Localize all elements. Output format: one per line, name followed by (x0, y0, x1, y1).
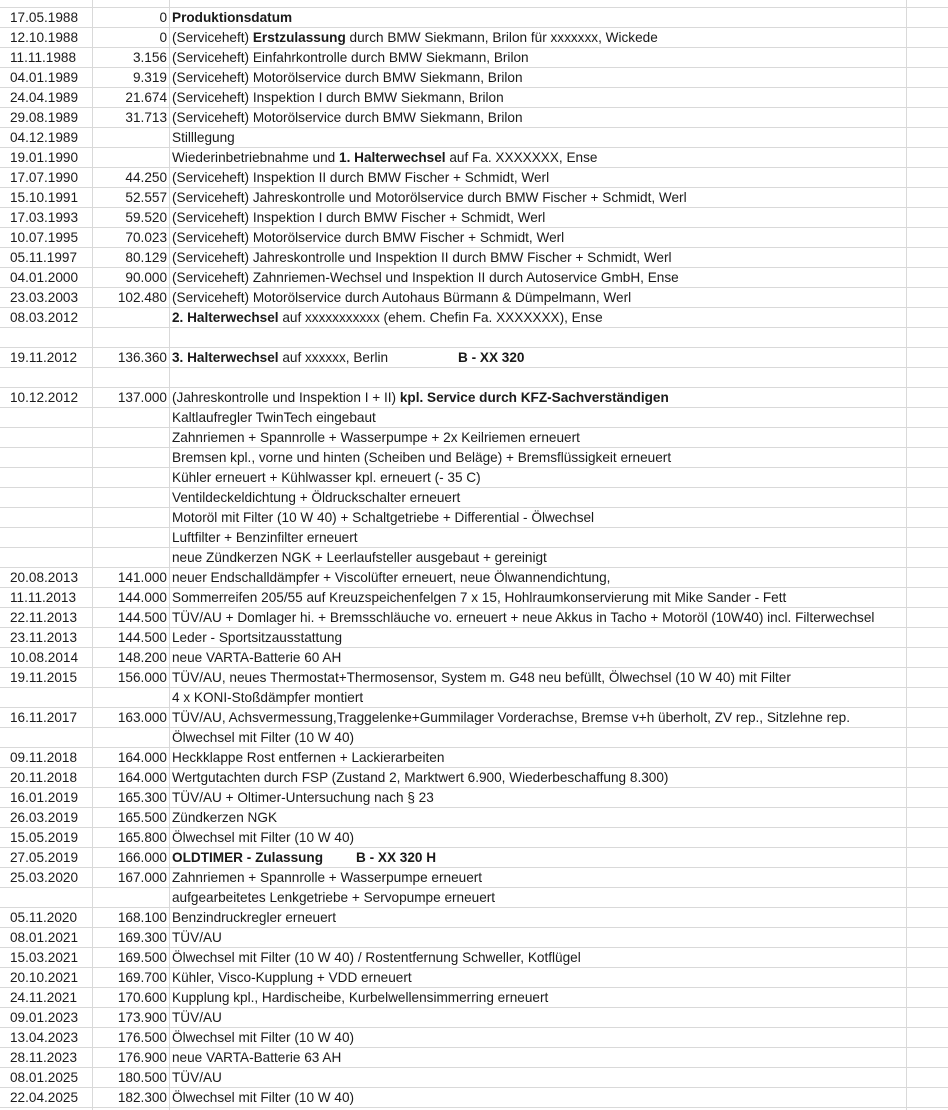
table-row (0, 668, 948, 688)
table-row (0, 168, 948, 188)
description-cell[interactable] (172, 268, 679, 287)
text: Luftfilter + Benzinfilter erneuert (172, 530, 358, 545)
mileage-cell[interactable] (93, 128, 169, 147)
date-cell[interactable]: 22.11.2013 (10, 610, 78, 625)
mileage-cell[interactable]: 144.500 (117, 630, 167, 645)
date-cell[interactable]: 26.03.2019 (10, 810, 79, 825)
bold-text: OLDTIMER - Zulassung (172, 850, 324, 865)
table-row (0, 48, 948, 68)
table-row (0, 1008, 948, 1028)
text: auf xxxxxx, Berlin (278, 350, 389, 365)
text: Kühler erneuert + Kühlwasser kpl. erneuert (- 35 C) (172, 470, 481, 485)
description-cell[interactable] (172, 148, 597, 167)
description-cell[interactable] (172, 228, 564, 247)
mileage-cell[interactable]: 144.000 (117, 590, 167, 605)
description-cell[interactable] (172, 628, 342, 647)
table-row (0, 1068, 948, 1088)
table-row (0, 588, 948, 608)
description-cell[interactable] (172, 168, 549, 187)
description-cell[interactable] (172, 1088, 354, 1107)
table-row (0, 288, 948, 308)
text: (Serviceheft) Motorölservice durch BMW Siekmann, Brilon (172, 110, 523, 125)
text: 4 x KONI-Stoßdämpfer montiert (172, 690, 364, 705)
text: Kupplung kpl., Hardischeibe, Kurbelwellensimmerring erneuert (172, 990, 549, 1005)
table-row (0, 248, 948, 268)
mileage-cell[interactable] (93, 888, 169, 907)
mileage-cell[interactable] (93, 508, 169, 527)
table-row (0, 108, 948, 128)
description-cell[interactable] (172, 288, 631, 307)
date-cell[interactable]: 10.12.2012 (10, 390, 79, 405)
description-cell[interactable] (172, 448, 671, 467)
mileage-cell[interactable]: 0 (159, 30, 167, 45)
table-row (0, 1088, 948, 1108)
date-cell[interactable] (0, 428, 92, 447)
mileage-cell[interactable]: 44.250 (125, 170, 167, 185)
description-cell[interactable] (172, 188, 687, 207)
text: (Jahreskontrolle und Inspektion I + II) (172, 390, 400, 405)
mileage-cell[interactable] (93, 468, 169, 487)
text: neuer Endschalldämpfer + Viscolüfter erneuert, neue Ölwannendichtung, (172, 570, 611, 585)
date-cell[interactable] (0, 888, 92, 907)
bold-text: Produktionsdatum (172, 10, 293, 25)
text: (Serviceheft) Jahreskontrolle und Inspektion II durch BMW Fischer + Schmidt, Werl (172, 250, 672, 265)
date-cell[interactable] (0, 468, 92, 487)
license-plate: B - XX 320 H (356, 850, 437, 865)
text: Heckklappe Rost entfernen + Lackierarbeiten (172, 750, 445, 765)
mileage-cell[interactable]: 141.000 (117, 570, 167, 585)
description-cell[interactable] (172, 8, 292, 27)
description-cell[interactable] (172, 948, 581, 967)
text: Zahnriemen + Spannrolle + Wasserpumpe erneuert (172, 870, 483, 885)
mileage-cell[interactable]: 170.600 (117, 990, 167, 1005)
mileage-cell[interactable]: 102.480 (117, 290, 167, 305)
date-cell[interactable]: 05.11.1997 (10, 250, 78, 265)
mileage-cell[interactable] (93, 428, 169, 447)
text: Kaltlaufregler TwinTech eingebaut (172, 410, 376, 425)
description-cell[interactable] (172, 868, 482, 887)
date-cell[interactable]: 24.04.1989 (10, 90, 79, 105)
mileage-cell[interactable]: 90.000 (125, 270, 167, 285)
mileage-cell[interactable]: 180.500 (117, 1070, 167, 1085)
date-cell[interactable]: 22.04.2025 (10, 1090, 79, 1105)
text: Ölwechsel mit Filter (10 W 40) / Rostentfernung Schweller, Kotflügel (172, 950, 581, 965)
table-row (0, 548, 948, 568)
mileage-cell[interactable]: 173.900 (117, 1010, 167, 1025)
date-cell[interactable]: 23.03.2003 (10, 290, 79, 305)
description-cell[interactable] (172, 968, 412, 987)
date-cell[interactable]: 08.01.2021 (10, 930, 79, 945)
mileage-cell[interactable] (93, 688, 169, 707)
date-cell[interactable]: 09.11.2018 (10, 750, 78, 765)
table-row (0, 88, 948, 108)
description-cell[interactable] (172, 848, 437, 867)
date-cell[interactable]: 24.11.2021 (10, 990, 78, 1005)
text: (Serviceheft) Jahreskontrolle und Motorölservice durch BMW Fischer + Schmidt, Werl (172, 190, 687, 205)
text: Zündkerzen NGK (172, 810, 278, 825)
description-cell[interactable] (172, 688, 363, 707)
table-row (0, 908, 948, 928)
text: auf Fa. XXXXXXX, Ense (445, 150, 598, 165)
table-row (0, 928, 948, 948)
mileage-cell[interactable]: 52.557 (125, 190, 167, 205)
text: neue VARTA-Batterie 63 AH (172, 1050, 342, 1065)
mileage-cell[interactable]: 168.100 (117, 910, 167, 925)
date-cell[interactable]: 17.03.1993 (10, 210, 79, 225)
mileage-cell[interactable]: 165.300 (117, 790, 167, 805)
table-row (0, 848, 948, 868)
description-cell[interactable] (172, 488, 460, 507)
description-cell[interactable] (172, 308, 603, 327)
mileage-cell[interactable]: 144.500 (117, 610, 167, 625)
date-cell[interactable]: 17.07.1990 (10, 170, 79, 185)
mileage-cell[interactable]: 165.500 (117, 810, 167, 825)
date-cell[interactable]: 20.08.2013 (10, 570, 79, 585)
mileage-cell[interactable] (93, 328, 169, 347)
mileage-cell[interactable]: 80.129 (125, 250, 167, 265)
date-cell[interactable]: 20.11.2018 (10, 770, 78, 785)
description-cell[interactable] (172, 68, 523, 87)
description-cell[interactable] (172, 468, 481, 487)
mileage-cell[interactable]: 148.200 (117, 650, 167, 665)
mileage-cell[interactable]: 166.000 (117, 850, 167, 865)
description-cell[interactable] (172, 128, 235, 147)
date-cell[interactable]: 28.11.2023 (10, 1050, 78, 1065)
table-row (0, 28, 948, 48)
date-cell[interactable] (0, 508, 92, 527)
mileage-cell[interactable] (93, 488, 169, 507)
date-cell[interactable]: 05.11.2020 (10, 910, 78, 925)
description-cell[interactable] (172, 768, 668, 787)
date-cell[interactable]: 19.01.1990 (10, 150, 79, 165)
text: Sommerreifen 205/55 auf Kreuzspeichenfelgen 7 x 15, Hohlraumkonservierung mit Mike Sander - Fett (172, 590, 787, 605)
text: (Serviceheft) Motorölservice durch BMW Siekmann, Brilon (172, 70, 523, 85)
mileage-cell[interactable] (93, 408, 169, 427)
description-cell[interactable] (172, 1008, 222, 1027)
text: (Serviceheft) Motorölservice durch Autohaus Bürmann & Dümpelmann, Werl (172, 290, 632, 305)
date-cell[interactable]: 15.03.2021 (10, 950, 79, 965)
mileage-cell[interactable]: 70.023 (125, 230, 167, 245)
date-cell[interactable]: 25.03.2020 (10, 870, 79, 885)
text: Wiederinbetriebnahme und (172, 150, 340, 165)
table-row (0, 228, 948, 248)
text: Leder - Sportsitzausstattung (172, 630, 343, 645)
text: Ölwechsel mit Filter (10 W 40) (172, 830, 355, 845)
date-cell[interactable]: 04.01.1989 (10, 70, 79, 85)
table-row (0, 8, 948, 28)
date-cell[interactable]: 15.05.2019 (10, 830, 79, 845)
table-row (0, 628, 948, 648)
mileage-cell[interactable] (93, 308, 169, 327)
description-cell[interactable] (172, 28, 658, 47)
description-cell[interactable] (172, 388, 669, 407)
description-cell[interactable] (172, 928, 222, 947)
description-cell[interactable] (172, 88, 504, 107)
table-row (0, 268, 948, 288)
text: aufgearbeitetes Lenkgetriebe + Servopumpe erneuert (172, 890, 496, 905)
bold-text: 1. Halterwechsel (339, 150, 446, 165)
description-cell[interactable] (172, 728, 354, 747)
table-row (0, 208, 948, 228)
description-cell[interactable] (172, 208, 545, 227)
table-row (0, 748, 948, 768)
mileage-cell[interactable]: 182.300 (117, 1090, 167, 1105)
text: neue VARTA-Batterie 60 AH (172, 650, 342, 665)
date-cell[interactable]: 10.08.2014 (10, 650, 79, 665)
date-cell[interactable]: 16.11.2017 (10, 710, 78, 725)
date-cell[interactable]: 20.10.2021 (10, 970, 79, 985)
date-cell[interactable]: 17.05.1988 (10, 10, 79, 25)
mileage-cell[interactable]: 9.319 (132, 70, 167, 85)
date-cell[interactable]: 04.12.1989 (10, 130, 79, 145)
text: TÜV/AU (172, 1010, 222, 1025)
mileage-cell[interactable]: 136.360 (117, 350, 167, 365)
mileage-cell[interactable] (93, 368, 169, 387)
description-cell[interactable] (172, 608, 874, 627)
text: Ölwechsel mit Filter (10 W 40) (172, 1030, 355, 1045)
mileage-cell[interactable]: 0 (159, 10, 167, 25)
license-plate: B - XX 320 (458, 350, 525, 365)
mileage-cell[interactable]: 169.700 (117, 970, 167, 985)
table-row (0, 328, 948, 348)
date-cell[interactable] (0, 368, 92, 387)
date-cell[interactable] (0, 688, 92, 707)
table-row (0, 488, 948, 508)
description-cell[interactable] (172, 908, 336, 927)
text: (Serviceheft) Inspektion I durch BMW Fischer + Schmidt, Werl (172, 210, 546, 225)
date-cell[interactable]: 11.11.1988 (10, 50, 77, 65)
spreadsheet-grid (0, 8, 948, 1108)
mileage-cell[interactable]: 165.800 (117, 830, 167, 845)
table-row (0, 508, 948, 528)
text: (Serviceheft) (172, 30, 253, 45)
text: (Serviceheft) Inspektion I durch BMW Siekmann, Brilon (172, 90, 504, 105)
bold-text: 2. Halterwechsel (172, 310, 279, 325)
mileage-cell[interactable]: 156.000 (117, 670, 167, 685)
mileage-cell[interactable] (93, 548, 169, 567)
text: Bremsen kpl., vorne und hinten (Scheiben und Beläge) + Bremsflüssigkeit erneuert (172, 450, 672, 465)
description-cell[interactable] (172, 1068, 222, 1087)
mileage-cell[interactable]: 163.000 (117, 710, 167, 725)
mileage-cell[interactable] (93, 148, 169, 167)
table-row (0, 1048, 948, 1068)
table-row (0, 188, 948, 208)
mileage-cell[interactable] (93, 528, 169, 547)
text: (Serviceheft) Zahnriemen-Wechsel und Inspektion II durch Autoservice GmbH, Ense (172, 270, 679, 285)
mileage-cell[interactable]: 169.300 (117, 930, 167, 945)
mileage-cell[interactable] (93, 728, 169, 747)
description-cell[interactable] (172, 568, 610, 587)
mileage-cell[interactable]: 21.674 (125, 90, 167, 105)
table-row (0, 728, 948, 748)
bold-text: kpl. Service durch KFZ-Sachverständigen (399, 390, 669, 405)
text: (Serviceheft) Inspektion II durch BMW Fischer + Schmidt, Werl (172, 170, 550, 185)
table-row (0, 68, 948, 88)
text: TÜV/AU (172, 930, 222, 945)
text: durch BMW Siekmann, Brilon für xxxxxxx, Wickede (345, 30, 658, 45)
table-row (0, 988, 948, 1008)
table-row (0, 808, 948, 828)
date-cell[interactable] (0, 328, 92, 347)
description-cell[interactable] (172, 348, 525, 367)
table-row (0, 468, 948, 488)
description-cell[interactable] (172, 548, 547, 567)
description-cell[interactable] (172, 888, 495, 907)
date-cell[interactable]: 23.11.2013 (10, 630, 78, 645)
text: Benzindruckregler erneuert (172, 910, 336, 925)
mileage-cell[interactable]: 176.900 (117, 1050, 167, 1065)
table-row (0, 408, 948, 428)
table-row (0, 608, 948, 628)
description-cell[interactable] (172, 668, 791, 687)
description-cell[interactable] (172, 988, 548, 1007)
date-cell[interactable]: 04.01.2000 (10, 270, 79, 285)
date-cell[interactable] (0, 548, 92, 567)
text: Ventildeckeldichtung + Öldruckschalter erneuert (172, 490, 461, 505)
text: Motoröl mit Filter (10 W 40) + Schaltgetriebe + Differential - Ölwechsel (172, 510, 595, 525)
table-row (0, 828, 948, 848)
text: Ölwechsel mit Filter (10 W 40) (172, 730, 355, 745)
date-cell[interactable]: 19.11.2015 (10, 670, 78, 685)
text: TÜV/AU, neues Thermostat+Thermosensor, System m. G48 neu befüllt, Ölwechsel (10 W 40) mit Filter (172, 670, 791, 685)
date-cell[interactable]: 29.08.1989 (10, 110, 79, 125)
description-cell[interactable] (172, 808, 277, 827)
mileage-cell[interactable]: 164.000 (117, 750, 167, 765)
date-cell[interactable]: 15.10.1991 (10, 190, 79, 205)
description-cell[interactable] (172, 588, 786, 607)
mileage-cell[interactable]: 59.520 (125, 210, 167, 225)
date-cell[interactable] (0, 488, 92, 507)
mileage-cell[interactable]: 169.500 (117, 950, 167, 965)
text: (Serviceheft) Motorölservice durch BMW Fischer + Schmidt, Werl (172, 230, 565, 245)
description-cell[interactable] (172, 408, 376, 427)
text: Wertgutachten durch FSP (Zustand 2, Marktwert 6.900, Wiederbeschaffung 8.300) (172, 770, 669, 785)
table-row (0, 1028, 948, 1048)
text: neue Zündkerzen NGK + Leerlaufsteller ausgebaut + gereinigt (172, 550, 547, 565)
description-cell[interactable] (172, 508, 594, 527)
text: auf xxxxxxxxxxx (ehem. Chefin Fa. XXXXXXX), Ense (278, 310, 603, 325)
date-cell[interactable]: 08.01.2025 (10, 1070, 79, 1085)
text: TÜV/AU, Achsvermessung,Traggelenke+Gummilager Vorderachse, Bremse v+h überholt, ZV rep., Sitzlehne rep. (172, 710, 850, 725)
description-cell[interactable] (172, 708, 850, 727)
table-row (0, 768, 948, 788)
text: Ölwechsel mit Filter (10 W 40) (172, 1090, 355, 1105)
description-cell[interactable] (172, 748, 444, 767)
text: Zahnriemen + Spannrolle + Wasserpumpe + 2x Keilriemen erneuert (172, 430, 580, 445)
description-cell[interactable] (172, 648, 341, 667)
table-row (0, 888, 948, 908)
table-row (0, 648, 948, 668)
mileage-cell[interactable] (93, 448, 169, 467)
description-cell[interactable] (172, 108, 523, 127)
table-row (0, 708, 948, 728)
description-cell[interactable] (172, 428, 580, 447)
mileage-cell[interactable]: 3.156 (132, 50, 167, 65)
text: TÜV/AU + Domlager hi. + Bremsschläuche vo. erneuert + neue Akkus in Tacho + Motoröl (10W40) incl. Filterwechsel (172, 610, 875, 625)
date-cell[interactable] (0, 728, 92, 747)
table-row (0, 688, 948, 708)
table-row (0, 348, 948, 368)
description-cell[interactable] (172, 248, 672, 267)
date-cell[interactable]: 12.10.1988 (10, 30, 79, 45)
date-cell[interactable]: 09.01.2023 (10, 1010, 79, 1025)
mileage-cell[interactable]: 31.713 (125, 110, 167, 125)
bold-text: Erstzulassung (252, 30, 346, 45)
table-row (0, 428, 948, 448)
table-row (0, 788, 948, 808)
mileage-cell[interactable]: 164.000 (117, 770, 167, 785)
date-cell[interactable]: 08.03.2012 (10, 310, 79, 325)
date-cell[interactable] (0, 528, 92, 547)
date-cell[interactable]: 10.07.1995 (10, 230, 79, 245)
text: TÜV/AU + Oltimer-Untersuchung nach § 23 (172, 790, 434, 805)
table-row (0, 568, 948, 588)
text: TÜV/AU (172, 1070, 222, 1085)
table-row (0, 868, 948, 888)
date-cell[interactable]: 19.11.2012 (10, 350, 78, 365)
mileage-cell[interactable]: 167.000 (117, 870, 167, 885)
date-cell[interactable] (0, 448, 92, 467)
table-row (0, 388, 948, 408)
table-row (0, 128, 948, 148)
table-row (0, 148, 948, 168)
mileage-cell[interactable]: 137.000 (117, 390, 167, 405)
description-cell[interactable] (172, 1028, 354, 1047)
mileage-cell[interactable]: 176.500 (117, 1030, 167, 1045)
description-cell[interactable] (172, 788, 434, 807)
date-cell[interactable]: 11.11.2013 (10, 590, 77, 605)
date-cell[interactable]: 27.05.2019 (10, 850, 79, 865)
date-cell[interactable]: 13.04.2023 (10, 1030, 79, 1045)
date-cell[interactable]: 16.01.2019 (10, 790, 79, 805)
text: (Serviceheft) Einfahrkontrolle durch BMW Siekmann, Brilon (172, 50, 529, 65)
bold-text: 3. Halterwechsel (172, 350, 279, 365)
text: Stilllegung (172, 130, 235, 145)
description-cell[interactable] (172, 48, 529, 67)
description-cell[interactable] (172, 1048, 341, 1067)
table-row (0, 968, 948, 988)
text: Kühler, Visco-Kupplung + VDD erneuert (172, 970, 412, 985)
table-row (0, 308, 948, 328)
table-row (0, 448, 948, 468)
date-cell[interactable] (0, 408, 92, 427)
table-row (0, 368, 948, 388)
table-row (0, 948, 948, 968)
description-cell[interactable] (172, 528, 358, 547)
table-row (0, 528, 948, 548)
description-cell[interactable] (172, 828, 354, 847)
